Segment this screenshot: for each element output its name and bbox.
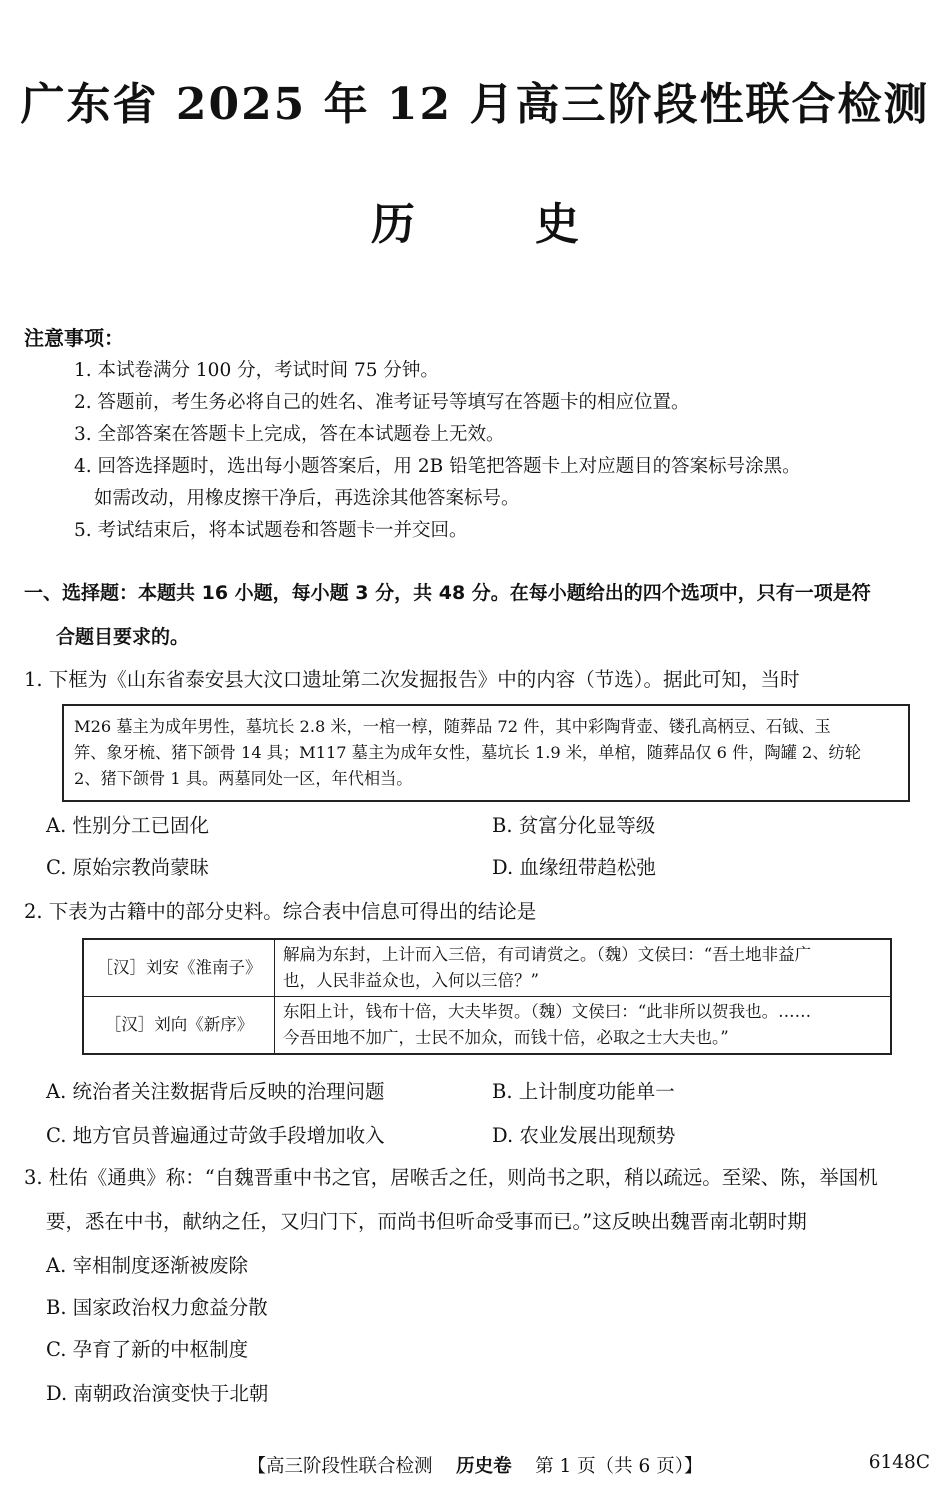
question-2-option-d[interactable]: D. 农业发展出现颓势 (492, 1124, 676, 1147)
question-1-option-d[interactable]: D. 血缘纽带趋松弛 (492, 856, 656, 879)
question-1-material-box (62, 704, 910, 802)
section-heading-continued: 合题目要求的。 (56, 626, 190, 648)
notice-heading: 注意事项： (24, 326, 124, 350)
source-cell: ［汉］刘安《淮南子》 (83, 939, 275, 997)
question-2-option-a[interactable]: A. 统治者关注数据背后反映的治理问题 (46, 1080, 385, 1103)
footer-page-number: 第 1 页（共 6 页） (535, 1456, 684, 1477)
exam-title: 广东省 2025 年 12 月高三阶段性联合检测 (20, 79, 930, 130)
question-1-stem: 1. 下框为《山东省泰安县大汶口遗址第二次发掘报告》中的内容（节选）。据此可知，当时 (24, 668, 800, 691)
footer-exam-name: 高三阶段性联合检测 (266, 1456, 433, 1477)
table-row (83, 997, 891, 1055)
question-1-option-c[interactable]: C. 原始宗教尚蒙昧 (46, 856, 210, 879)
question-2-option-b[interactable]: B. 上计制度功能单一 (492, 1080, 675, 1103)
question-2-source-table (82, 938, 892, 1055)
notice-item: 1. 本试卷满分 100 分，考试时间 75 分钟。 (74, 360, 439, 381)
question-3-option-a[interactable]: A. 宰相制度逐渐被废除 (46, 1254, 248, 1277)
material-line: M26 墓主为成年男性，墓坑长 2.8 米，一棺一椁，随葬品 72 件，其中彩陶背壶、镂孔高柄豆、石钺、玉 (74, 717, 831, 736)
question-3-option-c[interactable]: C. 孕育了新的中枢制度 (46, 1338, 249, 1361)
source-cell: ［汉］刘向《新序》 (83, 997, 275, 1055)
notice-item: 5. 考试结束后，将本试题卷和答题卡一并交回。 (74, 520, 468, 541)
question-3-option-b[interactable]: B. 国家政治权力愈益分散 (46, 1296, 268, 1319)
notice-item: 4. 回答选择题时，选出每小题答案后，用 2B 铅笔把答题卡上对应题目的答案标号涂黑。 (74, 456, 801, 477)
notice-item: 3. 全部答案在答题卡上完成，答在本试题卷上无效。 (74, 424, 505, 445)
excerpt-line: 今吾田地不加广，士民不加众，而钱十倍，必取之士大夫也。” (283, 1028, 729, 1047)
excerpt-cell (275, 939, 892, 997)
question-3-stem-continued: 要，悉在中书，献纳之任，又归门下，而尚书但听命受事而已。”这反映出魏晋南北朝时期 (46, 1210, 807, 1233)
question-1-option-a[interactable]: A. 性别分工已固化 (46, 814, 209, 837)
footer-bracket: 】 (683, 1456, 703, 1477)
notice-item: 2. 答题前，考生务必将自己的姓名、准考证号等填写在答题卡的相应位置。 (74, 392, 690, 413)
question-2-option-c[interactable]: C. 地方官员普遍通过苛敛手段增加收入 (46, 1124, 385, 1147)
material-line: 2、猪下颌骨 1 具。两墓同处一区，年代相当。 (74, 769, 413, 788)
excerpt-cell (275, 997, 892, 1055)
question-2-stem: 2. 下表为古籍中的部分史料。综合表中信息可得出的结论是 (24, 900, 537, 923)
question-1-option-b[interactable]: B. 贫富分化显等级 (492, 814, 656, 837)
question-3-option-d[interactable]: D. 南朝政治演变快于北朝 (46, 1382, 269, 1405)
material-line: 笄、象牙梳、猪下颌骨 14 具；M117 墓主为成年女性，墓坑长 1.9 米，单棺，随葬品仅 6 件，陶罐 2、纺轮 (74, 743, 861, 762)
section-heading: 一、选择题：本题共 16 小题，每小题 3 分，共 48 分。在每小题给出的四个选项中，只有一项是符 (24, 582, 871, 604)
table-row (83, 939, 891, 997)
paper-code: 6148C (868, 1452, 930, 1473)
notice-item-continued: 如需改动，用橡皮擦干净后，再选涂其他答案标号。 (94, 488, 520, 509)
excerpt-line: 也，人民非益众也，入何以三倍？” (283, 971, 539, 990)
subject-title: 历史 (371, 199, 699, 250)
excerpt-line: 解扁为东封，上计而入三倍，有司请赏之。（魏）文侯曰：“吾土地非益广 (283, 945, 812, 964)
footer-paper-name: 历史卷 (456, 1456, 512, 1477)
footer-bracket: 【 (247, 1456, 267, 1477)
question-3-stem: 3. 杜佑《通典》称：“自魏晋重中书之官，居喉舌之任，则尚书之职，稍以疏远。至梁、陈，举国机 (24, 1166, 878, 1189)
page-footer (0, 1452, 950, 1478)
excerpt-line: 东阳上计，钱布十倍，大夫毕贺。（魏）文侯曰：“此非所以贺我也。…… (283, 1002, 812, 1021)
